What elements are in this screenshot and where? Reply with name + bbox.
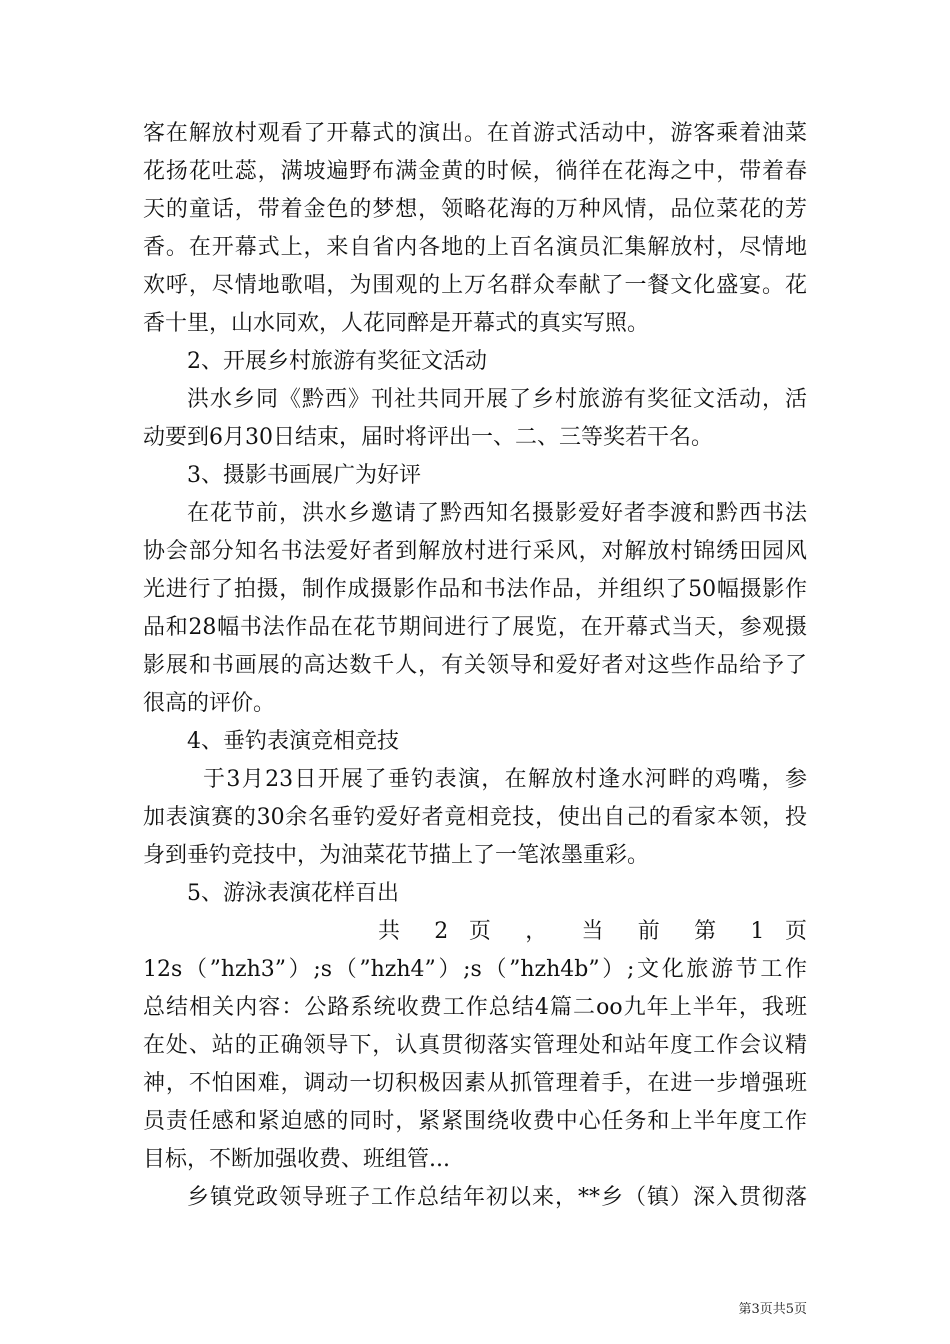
paragraph-line: 于3月23日开展了垂钓表演，在解放村逢水河畔的鸡嘴，参	[203, 767, 807, 792]
paragraph-line: 洪水乡同《黔西》刊社共同开展了乡村旅游有奖征文活动，活	[187, 387, 807, 412]
paragraph-line: 在花节前，洪水乡邀请了黔西知名摄影爱好者李渡和黔西书法	[187, 501, 807, 526]
paragraph-line: 香十里，山水同欢，人花同醉是开幕式的真实写照。	[143, 311, 650, 336]
paragraph-line: 在处、站的正确领导下，认真贯彻落实管理处和站年度工作会议精	[143, 1033, 807, 1058]
paragraph-line: 员责任感和紧迫感的同时，紧紧围绕收费中心任务和上半年度工作	[143, 1109, 807, 1134]
section-heading: 5、游泳表演花样百出	[187, 881, 399, 906]
paragraph-line: 身到垂钓竞技中，为油菜花节描上了一笔浓墨重彩。	[143, 843, 650, 868]
paragraph-line: 欢呼，尽情地歌唱，为围观的上万名群众奉献了一餐文化盛宴。花	[143, 273, 807, 298]
paragraph-line: 天的童话，带着金色的梦想，领略花海的万种风情，品位菜花的芳	[143, 197, 807, 222]
paragraph-line: 乡镇党政领导班子工作总结年初以来，**乡（镇）深入贯彻落	[187, 1185, 807, 1210]
document-body	[143, 115, 807, 1217]
page-footer-indicator: 第3页共5页	[738, 1302, 807, 1317]
paragraph-line: 目标，不断加强收费、班组管...	[143, 1147, 450, 1172]
paragraph-line: 客在解放村观看了开幕式的演出。在首游式活动中，游客乘着油菜	[143, 121, 807, 146]
paragraph-line: 加表演赛的30余名垂钓爱好者竟相竞技，使出自己的看家本领，投	[143, 805, 807, 830]
paragraph-line: 12s（”hzh3”）;s（”hzh4”）;s（”hzh4b”）;文化旅游节工作	[143, 957, 807, 982]
paragraph-line: 影展和书画展的高达数千人，有关领导和爱好者对这些作品给予了	[143, 653, 807, 678]
paragraph-line: 香。在开幕式上，来自省内各地的上百名演员汇集解放村，尽情地	[143, 235, 807, 260]
section-heading: 3、摄影书画展广为好评	[187, 463, 421, 488]
section-heading: 2、开展乡村旅游有奖征文活动	[187, 349, 487, 374]
paragraph-line: 光进行了拍摄，制作成摄影作品和书法作品，并组织了50幅摄影作	[143, 577, 807, 602]
paragraph-line: 品和28幅书法作品在花节期间进行了展览，在开幕式当天，参观摄	[143, 615, 807, 640]
page-count-line: 共 2 页 ， 当 前 第 1 页	[378, 919, 807, 944]
paragraph-line: 神，不怕困难，调动一切积极因素从抓管理着手，在进一步增强班	[143, 1071, 807, 1096]
paragraph-line: 很高的评价。	[143, 691, 276, 716]
section-heading: 4、垂钓表演竞相竞技	[187, 729, 399, 754]
paragraph-line: 花扬花吐蕊，满坡遍野布满金黄的时候，徜徉在花海之中，带着春	[143, 159, 807, 184]
paragraph-line: 动要到6月30日结束，届时将评出一、二、三等奖若干名。	[143, 425, 713, 450]
paragraph-line: 总结相关内容：公路系统收费工作总结4篇二oo九年上半年，我班	[143, 995, 807, 1020]
paragraph-line: 协会部分知名书法爱好者到解放村进行采风，对解放村锦绣田园风	[143, 539, 807, 564]
